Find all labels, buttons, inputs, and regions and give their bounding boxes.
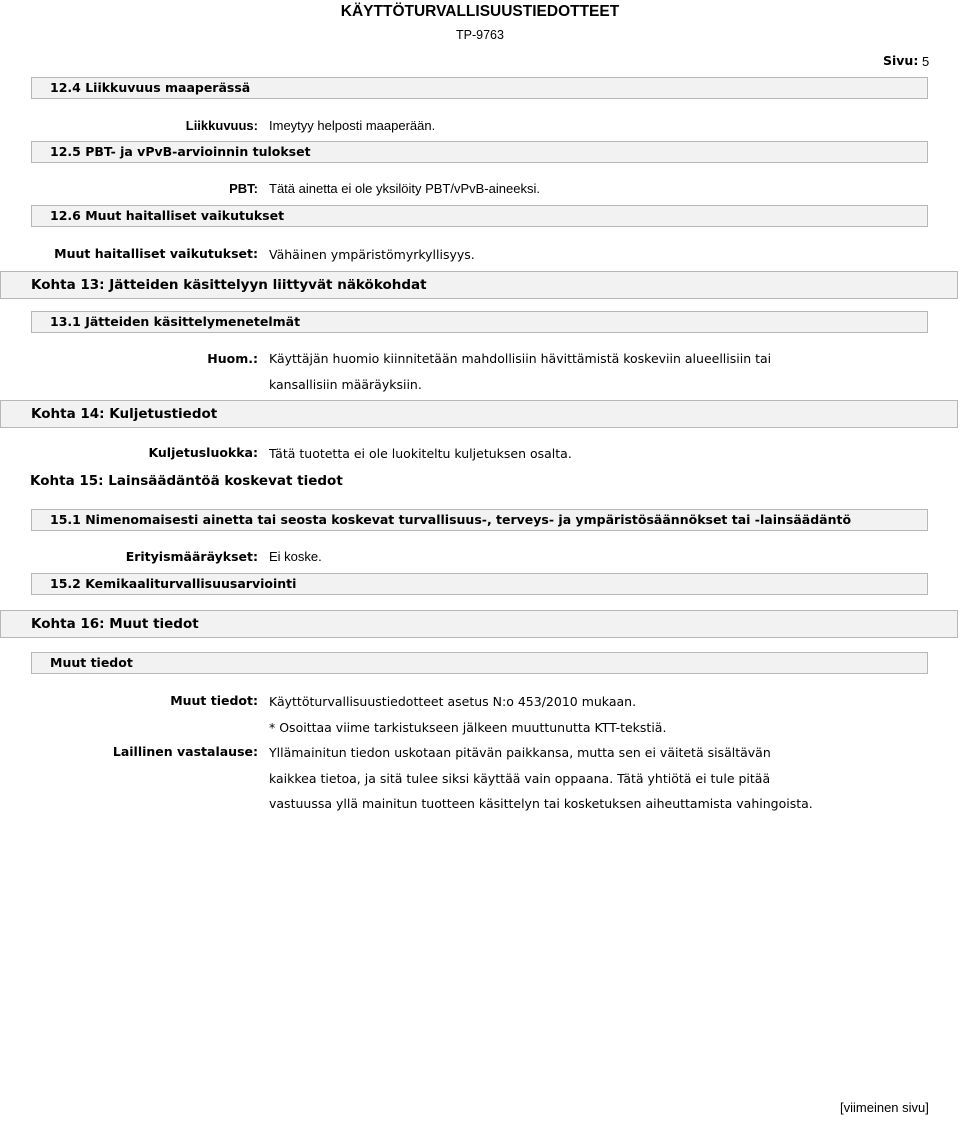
transport-class-value: Tätä tuotetta ei ole luokiteltu kuljetuksen osalta.: [269, 446, 572, 461]
subsection-heading-12-4: 12.4 Liikkuvuus maaperässä: [31, 77, 928, 99]
disclaimer-line2: kaikkea tietoa, ja sitä tulee siksi käyttää vain oppaana. Tätä yhtiötä ei tule pitää: [269, 771, 771, 786]
page-number: 5: [922, 54, 930, 69]
other-info-value: Käyttöturvallisuustiedotteet asetus N:o 453/2010 mukaan.: [269, 694, 637, 709]
other-effects-label: Muut haitalliset vaikutukset:: [54, 246, 258, 261]
page-label: Sivu:: [883, 53, 919, 68]
disclaimer-label: Laillinen vastalause:: [112, 744, 258, 759]
disclaimer-line3: vastuussa yllä mainitun tuotteen käsittelyn tai kosketuksen aiheuttamista vahingoista.: [269, 796, 813, 811]
subsection-heading-15-1: 15.1 Nimenomaisesti ainetta tai seosta koskevat turvallisuus-, terveys- ja ympäristösäännökset tai -lainsäädäntö: [31, 509, 928, 531]
pbt-value: Tätä ainetta ei ole yksilöity PBT/vPvB-aineeksi.: [269, 181, 540, 196]
document-title: KÄYTTÖTURVALLISUUSTIEDOTTEET: [340, 3, 620, 20]
last-page-marker: [viimeinen sivu]: [840, 1100, 929, 1115]
mobility-label: Liikkuvuus:: [185, 118, 258, 133]
subsection-heading-13-1: 13.1 Jätteiden käsittelymenetelmät: [31, 311, 928, 333]
transport-class-label: Kuljetusluokka:: [148, 445, 258, 460]
note-value-line2: kansallisiin määräyksiin.: [269, 377, 422, 392]
subsection-heading-16: Muut tiedot: [31, 652, 928, 674]
subsection-heading-12-5: 12.5 PBT- ja vPvB-arvioinnin tulokset: [31, 141, 928, 163]
subsection-heading-12-6: 12.6 Muut haitalliset vaikutukset: [31, 205, 928, 227]
section-heading-14: Kohta 14: Kuljetustiedot: [0, 400, 958, 428]
subsection-heading-15-2: 15.2 Kemikaaliturvallisuusarviointi: [31, 573, 928, 595]
pbt-label: PBT:: [229, 181, 258, 196]
section-heading-15: Kohta 15: Lainsäädäntöä koskevat tiedot: [30, 473, 343, 489]
special-regulations-value: Ei koske.: [269, 549, 322, 564]
note-value-line1: Käyttäjän huomio kiinnitetään mahdollisiin hävittämistä koskeviin alueellisiin tai: [269, 351, 772, 366]
product-code: TP-9763: [456, 28, 504, 42]
other-info-label: Muut tiedot:: [170, 693, 258, 708]
section-heading-16: Kohta 16: Muut tiedot: [0, 610, 958, 638]
change-note: * Osoittaa viime tarkistukseen jälkeen muuttunutta KTT-tekstiä.: [269, 720, 667, 735]
other-effects-value: Vähäinen ympäristömyrkyllisyys.: [269, 247, 475, 262]
section-heading-13: Kohta 13: Jätteiden käsittelyyn liittyvät näkökohdat: [0, 271, 958, 299]
note-label: Huom.:: [207, 351, 258, 366]
special-regulations-label: Erityismääräykset:: [125, 549, 258, 564]
disclaimer-line1: Yllämainitun tiedon uskotaan pitävän paikkansa, mutta sen ei väitetä sisältävän: [269, 745, 771, 760]
mobility-value: Imeytyy helposti maaperään.: [269, 118, 436, 133]
